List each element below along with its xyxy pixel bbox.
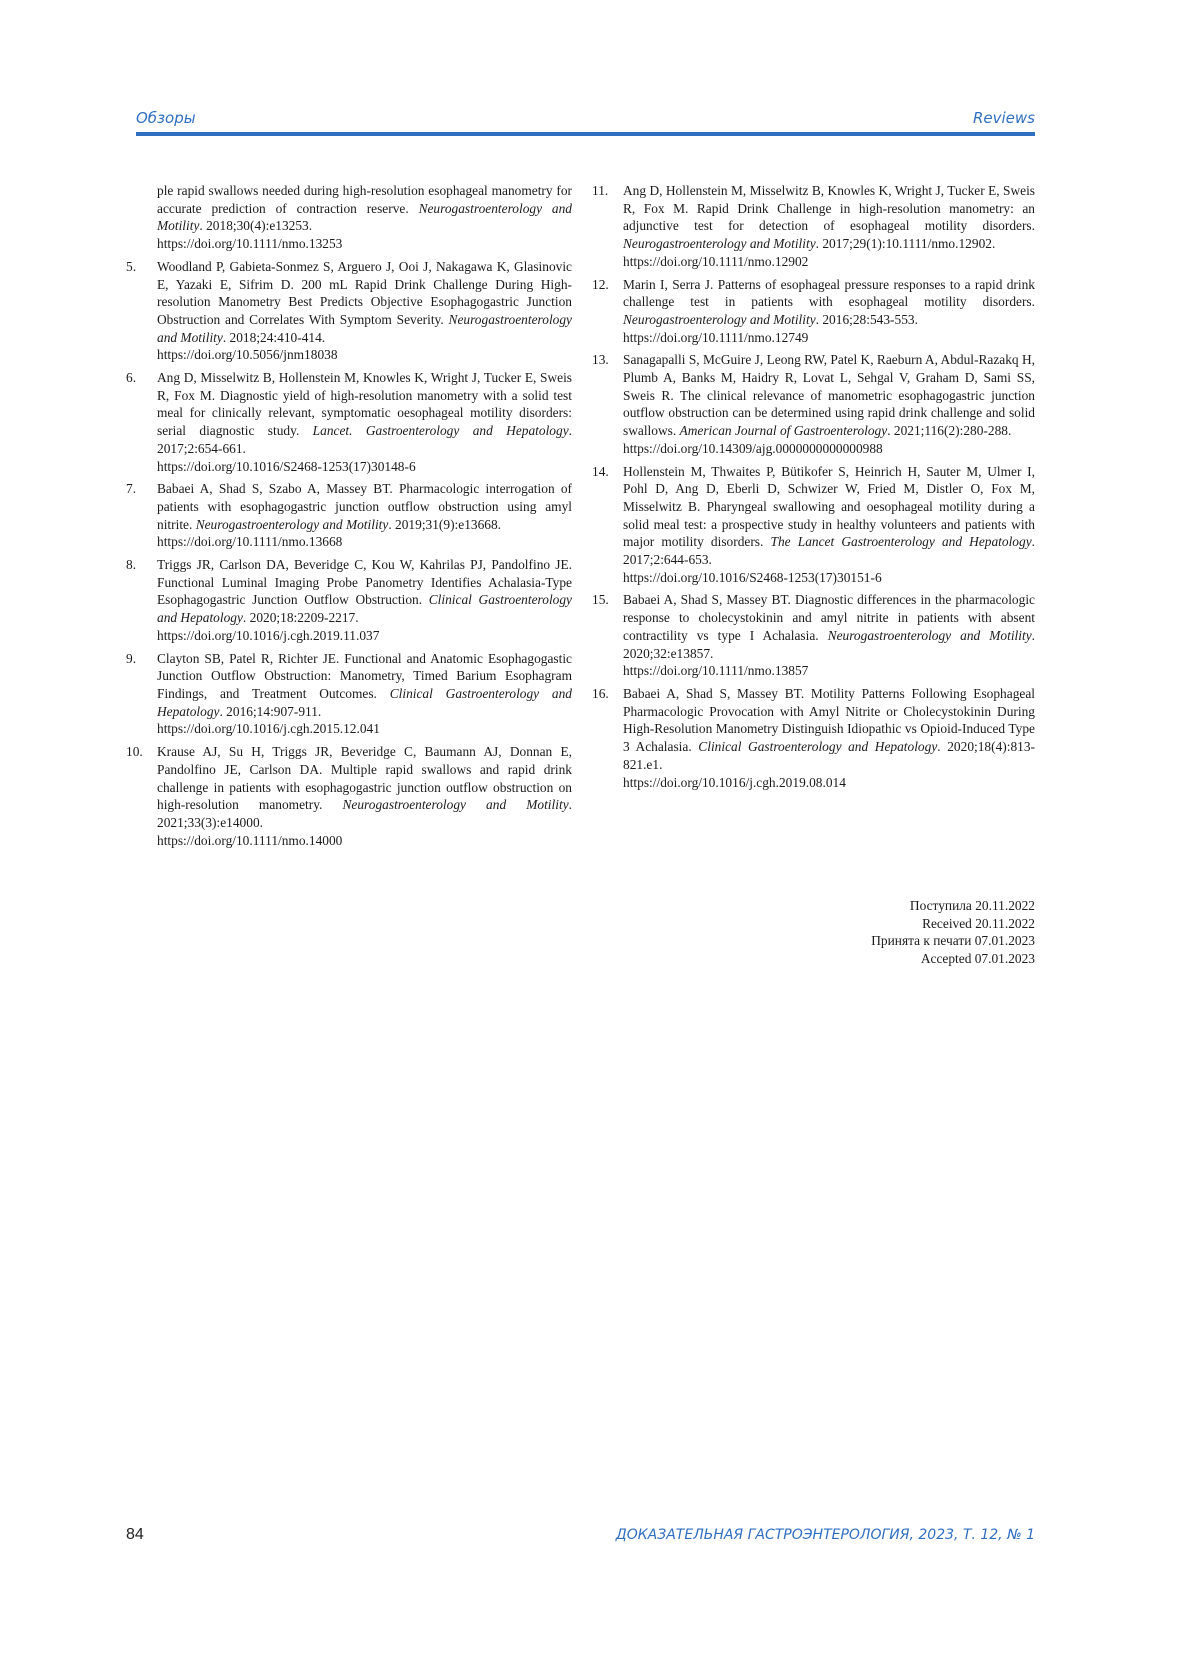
reference-text: Ang D, Misselwitz B, Hollenstein M, Knowles K, Wright J, Tucker E, Sweis R, Fox M. Diagnostic yield of high-resolution manometry with a solid test meal for clinically relevant, symptomatic oesophageal motility disorders: serial diagnostic study.	[157, 370, 572, 439]
reference-doi-link[interactable]: https://doi.org/10.1111/nmo.13253	[157, 236, 343, 252]
reference-number: 14.	[592, 463, 609, 479]
references-column-right	[592, 182, 1035, 796]
reference-doi-link[interactable]: https://doi.org/10.1016/j.cgh.2015.12.041	[157, 721, 380, 737]
reference-doi-link[interactable]: https://doi.org/10.1111/nmo.14000	[157, 832, 343, 848]
reference-citation: . 2018;30(4):e13253.	[199, 218, 313, 234]
reference-item	[126, 182, 572, 253]
reference-journal: American Journal of Gastroenterology	[679, 423, 888, 439]
reference-number: 15.	[592, 592, 609, 608]
reference-number: 12.	[592, 276, 609, 292]
reference-journal: Neurogastroenterology and Motility	[195, 516, 389, 532]
header-rule	[136, 132, 1035, 136]
section-label-en: Reviews	[972, 109, 1035, 127]
reference-doi-link[interactable]: https://doi.org/10.1111/nmo.13668	[157, 534, 343, 550]
reference-text: Marin I, Serra J. Patterns of esophageal pressure responses to a rapid drink challenge test in patients with esophageal motility disorders.	[623, 276, 1035, 310]
reference-item	[592, 463, 1035, 587]
reference-text: Sanagapalli S, McGuire J, Leong RW, Patel K, Raeburn A, Abdul-Razakq H, Plumb A, Banks M, Haidry R, Lovat L, Sehgal V, Graham D, Sami SS, Sweis R. The clinical relevance of manometric esophagogastric junction outflow obstruction can be determined using rapid drink challenge and solid swallows.	[623, 352, 1035, 439]
reference-journal: Neurogastroenterology and Motility	[623, 236, 816, 252]
reference-item	[592, 591, 1035, 680]
reference-item	[126, 743, 572, 849]
reference-number: 13.	[592, 352, 609, 368]
reference-item	[592, 685, 1035, 791]
reference-text: Hollenstein M, Thwaites P, Bütikofer S, Heinrich H, Sauter M, Ulmer I, Pohl D, Ang D, Eberli D, Schwizer W, Fried M, Distler O, Fox M, Misselwitz B. Pharyngeal swallowing and oesophageal motility during a solid meal test: a prospective study in healthy volunteers and patients with major motility disorders.	[623, 463, 1035, 550]
reference-journal: The Lancet Gastroenterology and Hepatology	[770, 534, 1032, 550]
reference-doi-link[interactable]: https://doi.org/10.1111/nmo.12749	[623, 329, 809, 345]
reference-text: ple rapid swallows needed during high-resolution esophageal manometry for accurate prediction of contraction reserve.	[157, 183, 572, 216]
page-number: 84	[126, 1526, 144, 1543]
reference-item	[126, 258, 572, 364]
received-en: Received 20.11.2022	[922, 915, 1035, 931]
journal-footer: ДОКАЗАТЕЛЬНАЯ ГАСТРОЭНТЕРОЛОГИЯ, 2023, Т. 12, № 1	[615, 1527, 1035, 1543]
reference-journal: Clinical Gastroenterology and Hepatology	[157, 685, 572, 719]
reference-journal: Neurogastroenterology and Motility	[342, 797, 569, 813]
reference-citation: . 2019;31(9):e13668.	[388, 516, 502, 532]
reference-number: 16.	[592, 685, 609, 701]
reference-journal: Neurogastroenterology and Motility	[827, 627, 1032, 643]
reference-journal: Clinical Gastroenterology and Hepatology	[157, 592, 572, 626]
reference-text: Krause AJ, Su H, Triggs JR, Beveridge C, Baumann AJ, Donnan E, Pandolfino JE, Carlson DA. Multiple rapid swallows and rapid drink challenge in patients with esophagogastric junction outflow obstruction on high-resolution manometry.	[157, 744, 572, 813]
reference-text: Triggs JR, Carlson DA, Beveridge C, Kou W, Kahrilas PJ, Pandolfino JE. Functional Luminal Imaging Probe Panometry Identifies Achalasia-Type Esophagogastric Junction Outflow Obstruction.	[157, 557, 572, 608]
accepted-en: Accepted 07.01.2023	[920, 951, 1035, 967]
reference-text: Babaei A, Shad S, Massey BT. Motility Patterns Following Esophageal Pharmacologic Provocation with Amyl Nitrite or Cholecystokinin During High-Resolution Manometry Distinguish Idiopathic vs Opioid-Induced Type 3 Achalasia.	[623, 685, 1035, 755]
reference-citation: . 2017;2:644-653.	[623, 534, 1035, 568]
reference-doi-link[interactable]: https://doi.org/10.1016/j.cgh.2019.08.014	[623, 774, 846, 790]
reference-journal: Neurogastroenterology and Motility	[623, 311, 816, 327]
reference-doi-link[interactable]: https://doi.org/10.14309/ajg.0000000000000988	[623, 440, 883, 456]
reference-doi-link[interactable]: https://doi.org/10.1016/S2468-1253(17)30151-6	[623, 569, 882, 585]
reference-journal: Neurogastroenterology and Motility	[157, 200, 572, 234]
reference-item	[126, 650, 572, 739]
reference-text: Clayton SB, Patel R, Richter JE. Functional and Anatomic Esophagogastic Junction Outflow Obstruction: Manometry, Timed Barium Esophagram Findings, and Treatment Outcomes.	[157, 650, 572, 701]
reference-number: 5.	[126, 258, 137, 274]
reference-number: 8.	[126, 557, 137, 573]
reference-text: Ang D, Hollenstein M, Misselwitz B, Knowles K, Wright J, Tucker E, Sweis R, Fox M. Rapid Drink Challenge in high-resolution manometry: an adjunctive test for detection of esophageal motility disorders.	[623, 183, 1035, 234]
reference-journal: Neurogastroenterology and Motility	[157, 311, 572, 345]
reference-number: 9.	[126, 650, 137, 666]
reference-item	[126, 556, 572, 645]
reference-text: Woodland P, Gabieta-Sonmez S, Arguero J, Ooi J, Nakagawa K, Glasinovic E, Yazaki E, Sifrim D. 200 mL Rapid Drink Challenge During High-resolution Manometry Best Predicts Objective Esophagogastric Junction Obstruction and Correlates With Symptom Severity.	[157, 258, 572, 327]
reference-text: Babaei A, Shad S, Szabo A, Massey BT. Pharmacologic interrogation of patients with esophagogastric junction outflow obstruction using amyl nitrite.	[157, 481, 572, 532]
reference-number: 10.	[126, 744, 143, 760]
reference-journal: Clinical Gastroenterology and Hepatology	[698, 739, 938, 755]
reference-citation: . 2020;18(4):813-821.e1.	[623, 739, 1035, 772]
reference-citation: . 2020;32:e13857.	[623, 627, 1036, 661]
reference-item	[126, 369, 572, 475]
reference-doi-link[interactable]: https://doi.org/10.5056/jnm18038	[157, 347, 338, 363]
reference-item	[592, 182, 1035, 271]
reference-citation: . 2021;116(2):280-288.	[887, 423, 1012, 439]
reference-journal: Lancet. Gastroenterology and Hepatology	[312, 423, 569, 439]
reference-citation: . 2021;33(3):e14000.	[157, 797, 572, 830]
reference-citation: . 2017;2:654-661.	[157, 423, 572, 456]
reference-number: 7.	[126, 481, 137, 497]
accepted-ru: Принята к печати 07.01.2023	[871, 933, 1035, 949]
reference-citation: . 2017;29(1):10.1111/nmo.12902.	[815, 236, 996, 252]
reference-doi-link[interactable]: https://doi.org/10.1111/nmo.12902	[623, 253, 809, 269]
reference-citation: . 2016;14:907-911.	[219, 703, 322, 719]
reference-doi-link[interactable]: https://doi.org/10.1111/nmo.13857	[623, 663, 809, 679]
reference-citation: . 2018;24:410-414.	[222, 329, 326, 345]
submission-dates	[871, 897, 1035, 968]
reference-citation: . 2016;28:543-553.	[815, 311, 918, 327]
running-header	[136, 109, 1035, 131]
reference-number: 11.	[592, 183, 609, 198]
reference-item	[126, 480, 572, 551]
reference-text: Babaei A, Shad S, Massey BT. Diagnostic differences in the pharmacologic response to cholecystokinin and amyl nitrite in patients with absent contractility vs type I Achalasia.	[623, 592, 1035, 643]
reference-citation: . 2020;18:2209-2217.	[242, 610, 359, 626]
reference-doi-link[interactable]: https://doi.org/10.1016/S2468-1253(17)30148-6	[157, 458, 416, 474]
section-label-ru: Обзоры	[136, 109, 196, 127]
reference-number: 6.	[126, 370, 137, 386]
reference-item	[592, 351, 1035, 457]
references-column-left	[126, 182, 572, 854]
reference-item	[592, 276, 1035, 347]
received-ru: Поступила 20.11.2022	[909, 898, 1035, 913]
reference-doi-link[interactable]: https://doi.org/10.1016/j.cgh.2019.11.037	[157, 627, 380, 643]
